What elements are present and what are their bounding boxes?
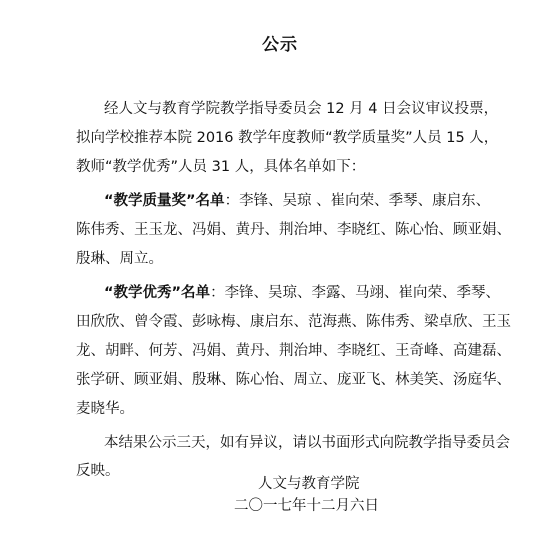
excellent-heading: “教学优秀”名单 [104, 285, 211, 301]
excellent-line-4: 张学研、顾亚娟、殷琳、陈心怡、周立、庞亚飞、林美笑、汤庭华、 [76, 372, 511, 388]
intro-line-1: 经人文与教育学院教学指导委员会 12 月 4 日会议审议投票， [104, 101, 499, 117]
closing-line-1: 本结果公示三天，如有异议，请以书面形式向院教学指导委员会 [104, 435, 510, 451]
quality-award-line-1 [104, 191, 490, 211]
quality-award-line-3: 殷琳、周立。 [76, 251, 163, 267]
signature-org: 人文与教育学院 [258, 476, 360, 492]
quality-award-names-1: 李锋、吴琼 、崔向荣、季琴、康启东、 [239, 193, 491, 209]
excellent-line-1 [104, 283, 500, 303]
page-title: 公示 [262, 35, 298, 55]
excellent-names-1: 李锋、吴琼、李露、马翊、崔向荣、季琴、 [224, 285, 501, 301]
intro-line-3: 教师“教学优秀”人员 31 人，具体名单如下： [76, 159, 366, 175]
excellent-colon: ： [210, 285, 225, 301]
intro-line-2: 拟向学校推荐本院 2016 教学年度教师“教学质量奖”人员 15 人， [76, 130, 499, 146]
quality-award-heading: “教学质量奖”名单 [104, 193, 225, 209]
quality-award-line-2: 陈伟秀、王玉龙、冯娟、黄丹、荆治坤、李晓红、陈心怡、顾亚娟、 [76, 222, 511, 238]
closing-line-2: 反映。 [76, 463, 120, 479]
signature-date: 二〇一七年十二月六日 [234, 498, 379, 514]
quality-award-colon: ： [224, 193, 240, 209]
excellent-line-5: 麦晓华。 [76, 401, 134, 417]
excellent-line-3: 龙、胡畔、何芳、冯娟、黄丹、荆治坤、李晓红、王奇峰、高建磊、 [76, 343, 511, 359]
excellent-line-2: 田欣欣、曾令霞、彭咏梅、康启东、范海燕、陈伟秀、梁卓欣、王玉 [76, 314, 511, 330]
